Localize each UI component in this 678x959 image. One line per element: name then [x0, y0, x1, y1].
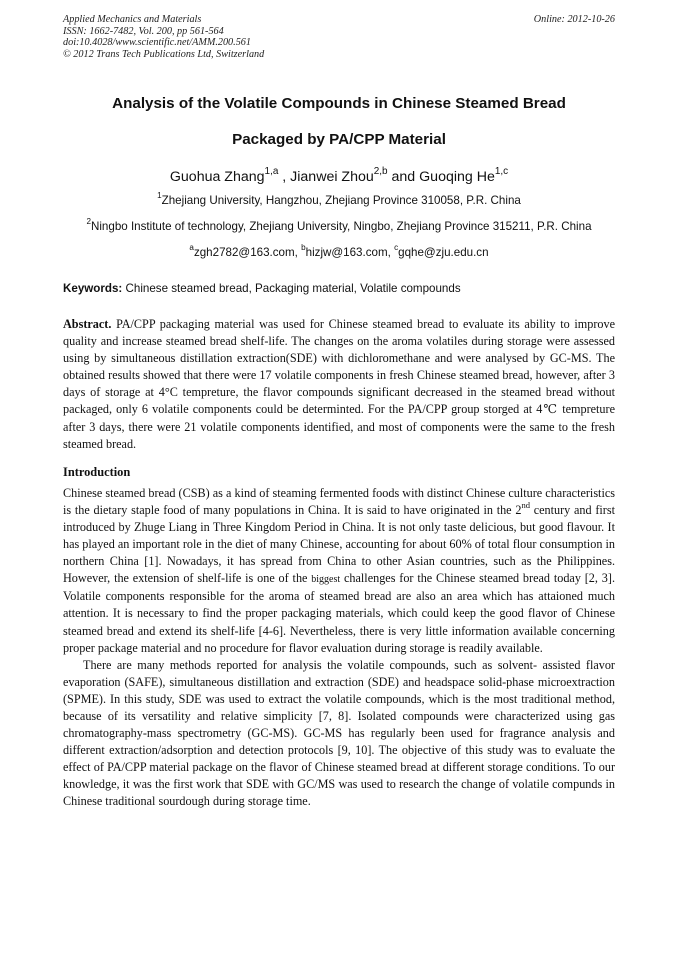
- author-list: [63, 168, 615, 186]
- issn-line: ISSN: 1662-7482, Vol. 200, pp 561-564: [63, 25, 224, 37]
- abstract-text: PA/CPP packaging material was used for Chinese steamed bread to evaluate its ability to improve quality and increase steamed bread shelf-life. The changes on the aroma volatiles during storage were assessed using by simultaneous distillation extraction(SDE) with dichloromethane and were analysed by GC-MS. The obtained results showed that there were 17 volatile components in fresh Chinese steamed bread, however, after 3 days of storage at 4°C tempreture, the flavor compounds significant decreased in the steamed bread without packaged, only 6 volatile components could be determinted. For the PA/CPP group storged at 4℃ tempreture after 3 days, there were 21 volatile components identified, and most of components were the same to the fresh steamed bread.: [63, 317, 615, 451]
- paper-title-line-1: Analysis of the Volatile Compounds in Chinese Steamed Bread: [112, 95, 566, 112]
- affiliation-1-text: Zhejiang University, Hangzhou, Zhejiang Province 310058, P.R. China: [161, 194, 521, 207]
- affiliation-2-text: Ningbo Institute of technology, Zhejiang University, Ningbo, Zhejiang Province 315211, P.R. China: [90, 220, 592, 233]
- keywords: [63, 282, 615, 296]
- author-1-sup: 1,a: [264, 166, 279, 178]
- email-3-sup: c: [394, 243, 399, 253]
- paper-title-line-2: Packaged by PA/CPP Material: [232, 131, 446, 148]
- author-3-sup: 1,c: [494, 166, 509, 178]
- email-1-sup: a: [189, 243, 194, 253]
- copyright-line: © 2012 Trans Tech Publications Ltd, Switzerland: [63, 48, 265, 60]
- email-2[interactable]: hizjw@163.com,: [305, 246, 395, 259]
- online-date: Online: 2012-10-26: [533, 14, 615, 25]
- author-3: Guoqing He: [419, 169, 495, 185]
- journal-name: Applied Mechanics and Materials: [63, 14, 202, 25]
- keywords-text: Chinese steamed bread, Packaging material, Volatile compounds: [122, 282, 461, 295]
- doi-line: doi:10.4028/www.scientific.net/AMM.200.561: [63, 37, 251, 48]
- affiliation-2: [60, 217, 618, 234]
- email-1[interactable]: zgh2782@163.com,: [193, 246, 302, 259]
- intro-paragraph-1: [63, 485, 615, 657]
- introduction-heading: Introduction: [63, 464, 131, 479]
- abstract: [63, 316, 615, 453]
- intro-p1-biggest: biggest: [311, 574, 341, 586]
- abstract-label: Abstract.: [63, 317, 112, 331]
- affiliation-1: [63, 191, 615, 208]
- intro-p1-part-a: Chinese steamed bread (CSB) as a kind of steaming fermented foods with distinct Chinese culture characteristics is the dietary staple food of many populations in China. It is said to have originated in the 2: [63, 485, 615, 517]
- intro-p1-part-c: challenges for the Chinese steamed bread today [2, 3]. Volatile components responsible for the aroma of steamed bread are also an area which has attaioned much attention. It is necessary to find the proper packaging materials, which could keep the good flavor of Chinese steamed bread and extend its shelf-life [4-6]. Nevertheless, there is very little information available concerning proper package material and no procedure for flavor evaluation during storage is readily available.: [63, 571, 615, 655]
- journal-header: [63, 14, 615, 60]
- affiliation-1-num: 1: [157, 191, 162, 201]
- author-2-sup: 2,b: [373, 166, 388, 178]
- intro-p1-superscript: nd: [521, 499, 530, 510]
- email-3[interactable]: gqhe@zju.edu.cn: [398, 246, 489, 259]
- author-sep-2: and: [387, 169, 420, 185]
- intro-paragraph-2: There are many methods reported for analysis the volatile compounds, such as solvent- assisted flavor evaporation (SAFE), simultaneous distillation and extraction (SDE) and headspace solid-phase microextraction (SPME). In this study, SDE was used to extract the volatile compounds, which is the most traditional method, because of its versatility and relative simplicity [7, 8]. Isolated compounds were characterized using gas chromatography-mass spectrometry (GC-MS). GC-MS has regularly been used for fragrance analysis and different extraction/adsorption and detection protocols [9, 10]. The objective of this study was to evaluate the effect of PA/CPP material package on the flavor of Chinese steamed bread at different storage conditions. To our knowledge, it was the first work that SDE with GC/MS was used to research the change of volatile compunds in Chinese traditional sourdough during storage time.: [63, 657, 615, 809]
- author-emails: [63, 243, 615, 260]
- affiliation-2-num: 2: [86, 217, 91, 227]
- email-2-sup: b: [301, 243, 306, 253]
- author-sep-1: ,: [278, 169, 291, 185]
- keywords-label: Keywords:: [63, 282, 123, 295]
- author-1: Guohua Zhang: [169, 169, 265, 185]
- author-2: Jianwei Zhou: [290, 169, 374, 185]
- intro-p1-part-b: century and first introduced by Zhuge Liang in Three Kingdom Period in China. It is not only taste delicious, but good flavour. It has played an important role in the diet of many Chinese, accounting for about 60% of total flour consumption in northern China [1]. Nowadays, it has spread from China to other Asian countries, such as the Philippines. However, the extension of shelf-life is one of the: [63, 502, 615, 586]
